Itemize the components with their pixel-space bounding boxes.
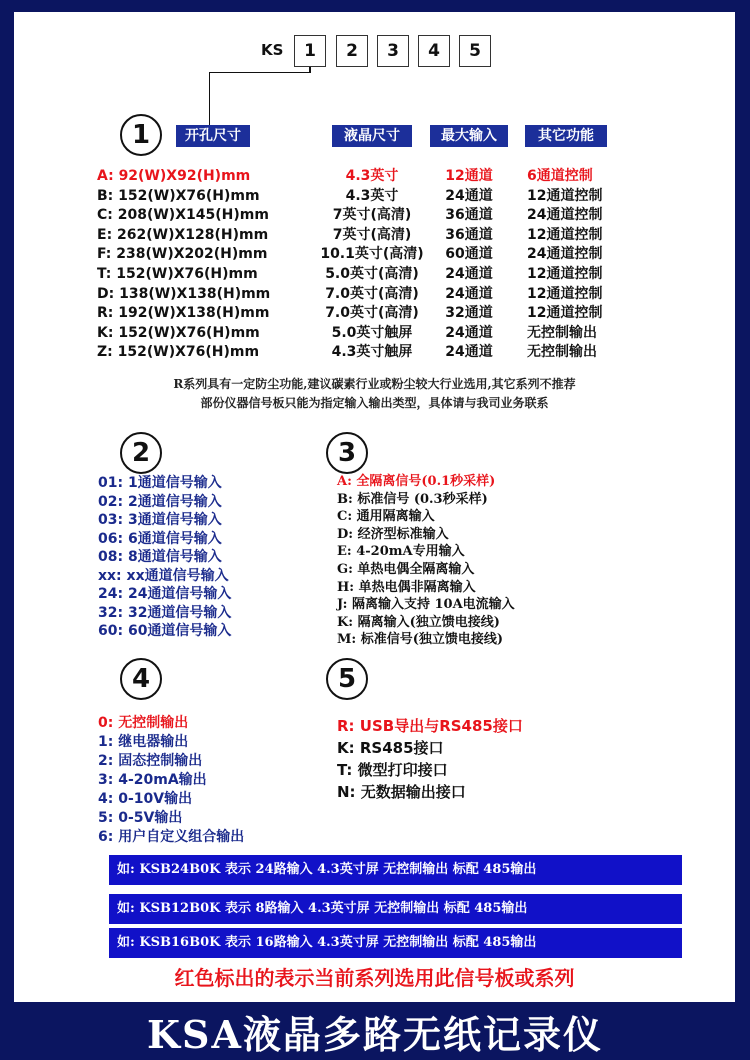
lcd-size: 4.3英寸触屏 [331, 344, 413, 361]
header-max-input: 最大输入 [430, 125, 508, 147]
section-5-number: 5 [326, 658, 368, 700]
other-function: 12通道控制 [527, 266, 603, 282]
code-digit-2: 2 [336, 35, 368, 67]
example-bar: 如: KSB24B0K 表示 24路输入 4.3英寸屏 无控制输出 标配 485输出 [109, 855, 682, 885]
list-item: 6: 用户自定义组合输出 [98, 829, 245, 845]
connector-line-up [309, 67, 311, 73]
max-input: 60通道 [445, 246, 493, 263]
section-1-number: 1 [120, 114, 162, 156]
list-item: H: 单热电偶非隔离输入 [337, 579, 476, 595]
other-function: 12通道控制 [527, 285, 603, 302]
max-input: 36通道 [445, 207, 493, 224]
lcd-size: 10.1英寸(高清) [320, 246, 424, 263]
note-line-1: R系列具有一定防尘功能,建议碳素行业或粉尘较大行业选用,其它系列不推荐 [173, 377, 576, 391]
lcd-size: 4.3英寸 [345, 187, 399, 204]
cutout-size: F: 238(W)X202(H)mm [97, 246, 268, 263]
list-item: 06: 6通道信号输入 [98, 530, 222, 547]
example-bar: 如: KSB16B0K 表示 16路输入 4.3英寸屏 无控制输出 标配 485输出 [109, 928, 682, 958]
cutout-size: B: 152(W)X76(H)mm [97, 187, 260, 204]
list-item: 0: 无控制输出 [98, 715, 189, 731]
lcd-size: 7.0英寸(高清) [325, 285, 419, 302]
code-digit-3: 3 [377, 35, 409, 67]
list-item: J: 隔离输入支持 10A电流输入 [337, 597, 515, 613]
list-item: 4: 0-10V输出 [98, 791, 193, 807]
other-function: 24通道控制 [527, 246, 603, 263]
note-line-2: 部份仪器信号板只能为指定输入输出类型，具体请与我司业务联系 [200, 396, 549, 410]
example-bar: 如: KSB12B0K 表示 8路输入 4.3英寸屏 无控制输出 标配 485输出 [109, 894, 682, 924]
lcd-size: 5.0英寸(高清) [325, 266, 419, 282]
other-function: 无控制输出 [527, 344, 597, 361]
list-item: D: 经济型标准输入 [337, 526, 449, 542]
list-item: A: 全隔离信号(0.1秒采样) [337, 474, 496, 489]
lcd-size: 4.3英寸 [345, 168, 399, 184]
max-input: 24通道 [445, 285, 493, 302]
max-input: 24通道 [445, 266, 493, 282]
cutout-size: K: 152(W)X76(H)mm [97, 324, 260, 341]
list-item: 2: 固态控制输出 [98, 753, 203, 769]
section-4-number: 4 [120, 658, 162, 700]
lcd-size: 7英寸(高清) [332, 226, 412, 243]
spec-card [14, 12, 735, 1002]
cutout-size: T: 152(W)X76(H)mm [97, 266, 258, 282]
cutout-size: R: 192(W)X138(H)mm [97, 305, 270, 322]
list-item: 01: 1通道信号输入 [98, 475, 222, 491]
other-function: 12通道控制 [527, 187, 603, 204]
list-item: T: 微型打印接口 [337, 761, 448, 779]
list-item: 1: 继电器输出 [98, 734, 189, 750]
list-item: G: 单热电偶全隔离输入 [337, 562, 475, 577]
list-item: 08: 8通道信号输入 [98, 549, 222, 565]
max-input: 36通道 [445, 226, 493, 243]
list-item: xx: xx通道信号输入 [98, 567, 229, 584]
list-item: B: 标准信号 (0.3秒采样) [337, 491, 488, 507]
lcd-size: 7.0英寸(高清) [325, 305, 419, 322]
max-input: 32通道 [445, 305, 493, 322]
max-input: 24通道 [445, 324, 493, 341]
list-item: 02: 2通道信号输入 [98, 493, 222, 510]
cutout-size: D: 138(W)X138(H)mm [97, 285, 271, 302]
code-digit-1: 1 [294, 35, 326, 67]
lcd-size: 5.0英寸触屏 [331, 324, 413, 341]
cutout-size: C: 208(W)X145(H)mm [97, 207, 269, 224]
list-item: 3: 4-20mA输出 [98, 772, 207, 788]
cutout-size: A: 92(W)X92(H)mm [97, 168, 251, 184]
other-function: 24通道控制 [527, 207, 603, 224]
code-digit-5: 5 [459, 35, 491, 67]
header-lcd-size: 液晶尺寸 [332, 125, 412, 147]
footer-note: 红色标出的表示当前系列选用此信号板或系列 [174, 966, 575, 990]
list-item: K: 隔离输入(独立馈电接线) [337, 614, 500, 630]
list-item: 5: 0-5V输出 [98, 810, 183, 826]
list-item: K: RS485接口 [337, 739, 444, 757]
other-function: 12通道控制 [527, 226, 603, 243]
section-3-number: 3 [326, 432, 368, 474]
list-item: 03: 3通道信号输入 [98, 512, 222, 528]
other-function: 无控制输出 [527, 324, 597, 341]
list-item: 24: 24通道信号输入 [98, 586, 232, 602]
list-item: 60: 60通道信号输入 [98, 623, 232, 639]
header-other-function: 其它功能 [525, 125, 607, 147]
max-input: 24通道 [445, 344, 493, 361]
list-item: R: USB导出与RS485接口 [337, 717, 523, 735]
header-cutout-size: 开孔尺寸 [176, 125, 250, 147]
list-item: N: 无数据输出接口 [337, 783, 466, 801]
max-input: 12通道 [445, 168, 493, 184]
list-item: M: 标准信号(独立馈电接线) [337, 632, 504, 648]
code-digit-4: 4 [418, 35, 450, 67]
other-function: 12通道控制 [527, 305, 603, 322]
max-input: 24通道 [445, 187, 493, 204]
list-item: 32: 32通道信号输入 [98, 604, 232, 621]
list-item: C: 通用隔离输入 [337, 509, 435, 525]
connector-line [209, 72, 311, 125]
other-function: 6通道控制 [527, 168, 593, 184]
cutout-size: Z: 152(W)X76(H)mm [97, 344, 260, 361]
list-item: E: 4-20mA专用输入 [337, 544, 465, 560]
section-2-number: 2 [120, 432, 162, 474]
product-title: KSA液晶多路无纸记录仪 [147, 1012, 603, 1057]
code-prefix: KS [261, 41, 284, 59]
cutout-size: E: 262(W)X128(H)mm [97, 226, 269, 243]
lcd-size: 7英寸(高清) [332, 207, 412, 224]
